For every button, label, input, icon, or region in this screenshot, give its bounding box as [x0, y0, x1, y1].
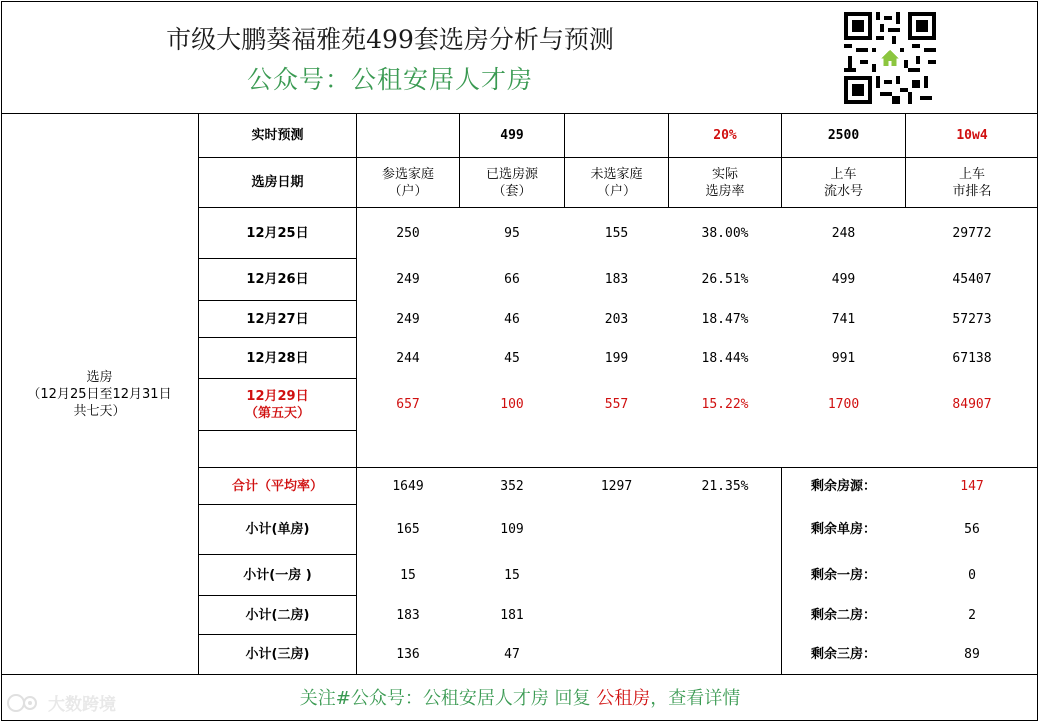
cell-not-chosen: 199 — [604, 350, 629, 366]
footer-note: 关注#公众号：公租安居人才房 回复 公租房，查看详情 — [299, 688, 741, 709]
cell-chosen: 46 — [504, 311, 520, 327]
subtotal-label: 小计(二房) — [245, 607, 310, 623]
cell-rate: 18.44% — [701, 350, 749, 366]
cell-serial: 991 — [831, 350, 856, 366]
cell-rank: 84907 — [952, 397, 992, 412]
page-title: 市级大鹏葵福雅苑499套选房分析与预测 — [166, 25, 614, 54]
col-header-participants: 参选家庭 （户） — [381, 166, 434, 199]
subtotal-label: 小计(一房 ) — [243, 567, 312, 583]
cell-not-chosen: 155 — [604, 225, 629, 241]
cell-not-chosen: 183 — [604, 272, 629, 287]
cell-participants: 249 — [396, 272, 420, 287]
total-not-chosen: 1297 — [600, 478, 633, 494]
remain-total-value: 147 — [960, 478, 984, 494]
camera-logo-icon — [6, 691, 44, 715]
row-date: 12月28日 — [246, 350, 309, 366]
page-subtitle: 公众号：公租安居人才房 — [246, 65, 533, 94]
col-header-not-chosen: 未选家庭 （户） — [590, 166, 643, 199]
total-participants: 1649 — [392, 478, 424, 494]
cell-rate: 38.00% — [701, 225, 749, 241]
forecast-label: 实时预测 — [251, 128, 304, 143]
forecast-cell: 499 — [500, 128, 524, 143]
col-header-date: 选房日期 — [251, 175, 304, 190]
col-header-rate: 实际 选房率 — [705, 166, 745, 199]
total-rate: 21.35% — [701, 478, 749, 494]
subtotal-chosen: 181 — [500, 607, 524, 623]
forecast-cell: 2500 — [827, 128, 860, 143]
cell-serial: 741 — [831, 311, 856, 327]
cell-not-chosen: 203 — [604, 311, 629, 327]
watermark: 大数跨境 — [6, 690, 116, 715]
subtotal-chosen: 15 — [504, 567, 520, 583]
row-date: 12月27日 — [246, 311, 309, 327]
col-header-rank: 上车 市排名 — [952, 166, 992, 199]
remain-value: 89 — [964, 647, 980, 662]
row-date-highlight: 12月29日 （第五天） — [244, 388, 310, 421]
remain-value: 56 — [964, 522, 980, 537]
cell-participants: 244 — [396, 350, 420, 366]
cell-serial: 1700 — [827, 397, 860, 412]
qr-code-icon[interactable] — [844, 12, 936, 104]
cell-rank: 57273 — [952, 311, 992, 327]
col-header-serial: 上车 流水号 — [823, 166, 863, 199]
forecast-cell: 10w4 — [956, 128, 988, 143]
total-label: 合计（平均率） — [231, 478, 323, 494]
subtotal-label: 小计(单房) — [245, 522, 310, 537]
remain-value: 2 — [968, 607, 976, 623]
col-header-chosen: 已选房源 （套） — [485, 166, 538, 199]
row-date: 12月25日 — [246, 225, 309, 241]
cell-participants: 249 — [396, 311, 420, 327]
selection-period-label: 选房 （12月25日至12月31日 共七天） — [27, 369, 172, 419]
subtotal-participants: 136 — [396, 647, 420, 662]
forecast-cell — [357, 114, 459, 157]
cell-rate: 15.22% — [701, 397, 749, 412]
cell-chosen: 45 — [504, 350, 520, 366]
cell-rank: 67138 — [952, 350, 992, 366]
subtotal-participants: 183 — [396, 607, 420, 623]
subtotal-chosen: 47 — [504, 647, 520, 662]
remain-label: 剩余三房： — [810, 647, 876, 662]
remain-label: 剩余单房： — [810, 522, 876, 537]
cell-chosen: 66 — [504, 272, 520, 287]
cell-serial: 499 — [831, 272, 856, 287]
cell-not-chosen: 557 — [604, 397, 629, 412]
subtotal-participants: 165 — [396, 522, 420, 537]
cell-serial: 248 — [831, 225, 856, 241]
remain-label: 剩余一房： — [810, 567, 876, 583]
subtotal-chosen: 109 — [500, 522, 524, 537]
remain-value: 0 — [968, 567, 976, 583]
total-chosen: 352 — [500, 478, 524, 494]
cell-rate: 26.51% — [701, 272, 749, 287]
forecast-cell — [565, 114, 668, 157]
forecast-cell: 20% — [713, 128, 737, 143]
cell-chosen: 100 — [500, 397, 524, 412]
cell-rank: 29772 — [952, 225, 992, 241]
row-date: 12月26日 — [246, 272, 309, 287]
cell-rank: 45407 — [952, 272, 992, 287]
remain-label: 剩余二房： — [810, 607, 876, 623]
subtotal-participants: 15 — [400, 567, 416, 583]
cell-rate: 18.47% — [701, 311, 749, 327]
cell-chosen: 95 — [504, 225, 520, 241]
cell-participants: 657 — [396, 397, 420, 412]
subtotal-label: 小计(三房) — [245, 647, 310, 662]
remain-total-label: 剩余房源： — [810, 478, 876, 494]
cell-participants: 250 — [396, 225, 420, 241]
